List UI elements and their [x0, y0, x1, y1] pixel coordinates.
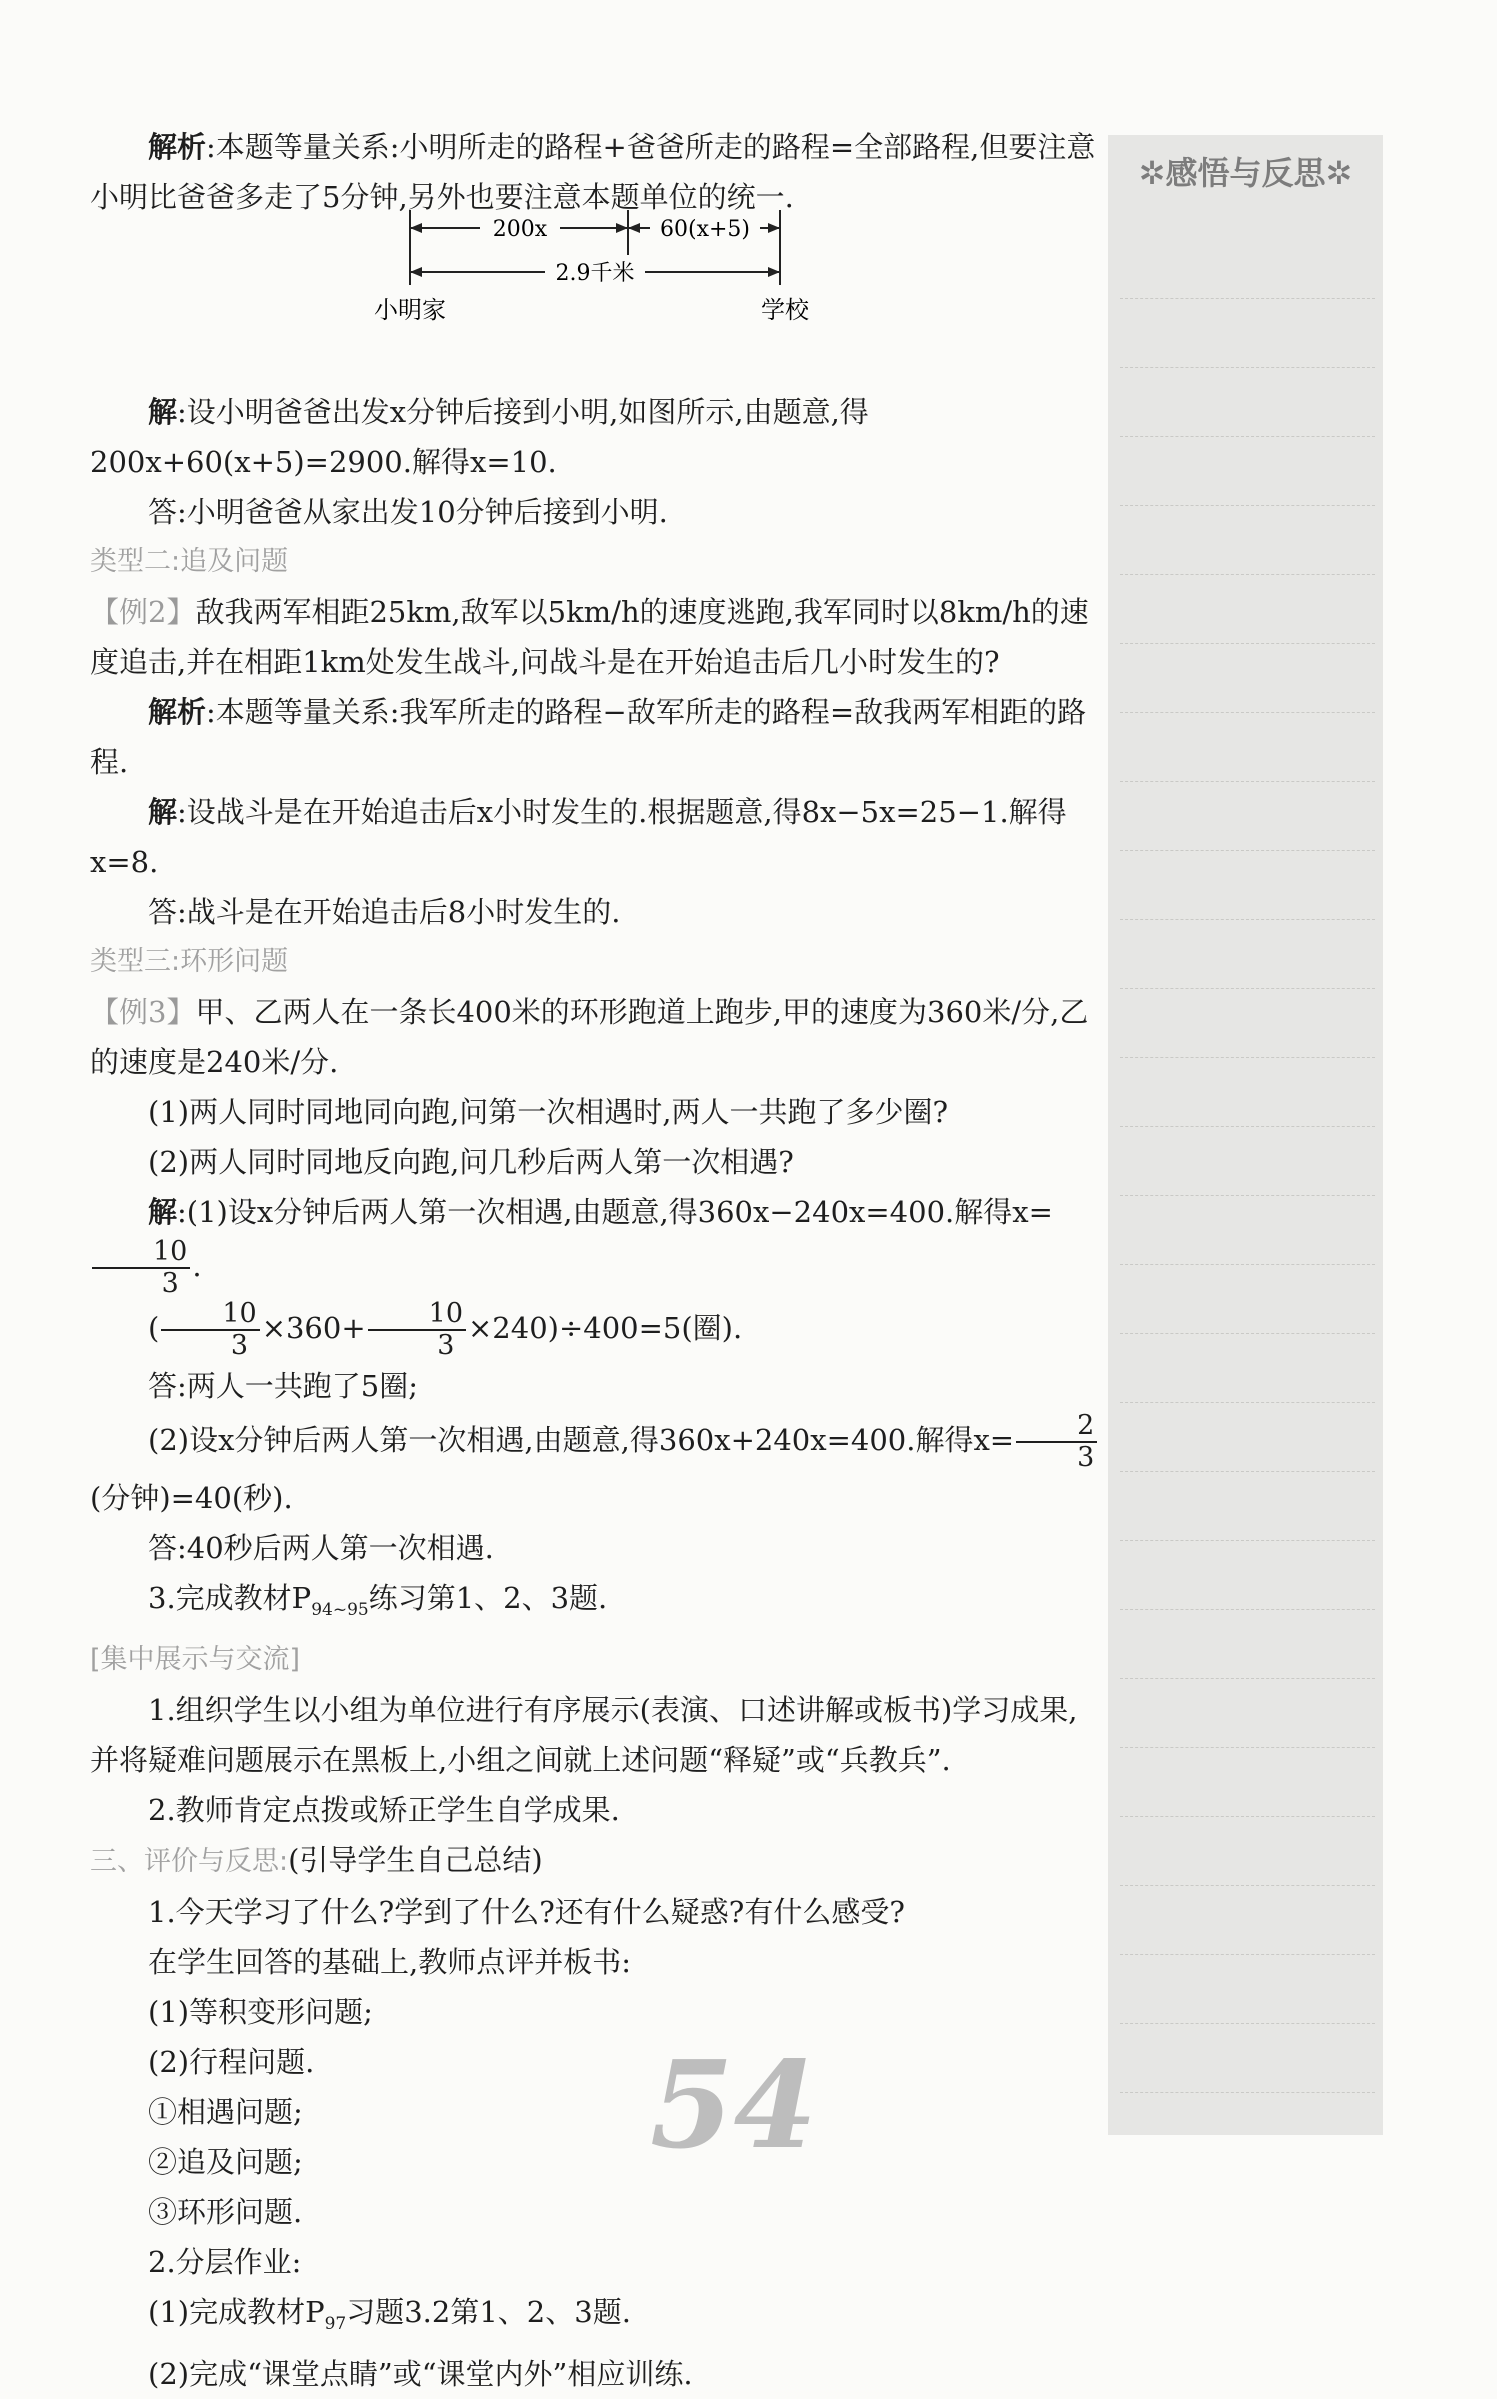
example-tag: 【例2】 — [90, 595, 196, 629]
summary-item: ②追及问题; — [148, 2144, 303, 2179]
homework-item-2: (2)完成“课堂点睛”或“课堂内外”相应训练. — [148, 2356, 693, 2391]
task-3: 3.完成教材$P_{94\sim 95}$练习第1、2、3题. — [148, 1581, 608, 1620]
eval-note: 在学生回答的基础上,教师点评并板书: — [148, 1944, 631, 1979]
question-1: (1)两人同时同地同向跑,问第一次相遇时,两人一共跑了多少圈? — [148, 1095, 949, 1129]
homework-title: 2.分层作业: — [148, 2244, 302, 2279]
solution-3-part-2: (2)设x分钟后两人第一次相遇,由题意,得360x+240x=400.解得x= $\frac{2}{3}$ (分钟)=40(秒). — [90, 1411, 1100, 1523]
sidebar-note-lines — [1120, 230, 1375, 2093]
solution-2: 解:设战斗是在开始追击后x小时发生的.根据题意,得8x−5x=25−1.解得x=8. — [90, 795, 1067, 879]
summary-item: ③环形问题. — [148, 2194, 303, 2229]
type-3-heading: 类型三:环形问题 — [90, 946, 289, 977]
answer-1: 答:小明爸爸从家出发10分钟后接到小明. — [148, 495, 668, 529]
main-content — [90, 120, 1100, 2399]
solution-3-calc: ( $\frac{10}{3}$ ×360+ $\frac{10}{3}$ ×240)÷400=5(圈). — [148, 1298, 743, 1361]
example-tag: 【例3】 — [90, 995, 196, 1029]
fraction-2-3: $\frac{2}{3}$ — [1016, 1411, 1097, 1473]
section-eval-heading: 三、评价与反思:(引导学生自己总结) — [90, 1842, 543, 1877]
eval-item-1: 1.今天学习了什么?学到了什么?还有什么疑惑?有什么感受? — [148, 1894, 905, 1929]
page-number: 54 — [650, 2035, 817, 2176]
show-item-1: 1.组织学生以小组为单位进行有序展示(表演、口述讲解或板书)学习成果,并将疑难问题展示在黑板上,小组之间就上述问题“释疑”或“兵教兵”. — [90, 1692, 1078, 1777]
segment-label-60x5: 60(x+5) — [660, 217, 750, 242]
summary-item: ①相遇问题; — [148, 2094, 303, 2129]
distance-diagram — [360, 200, 820, 330]
section-show-heading: [集中展示与交流] — [90, 1643, 301, 1675]
solution-1: 解:设小明爸爸出发x分钟后接到小明,如图所示,由题意,得200x+60(x+5)=2900.解得x=10. — [90, 395, 869, 479]
analysis-2: 解析:本题等量关系:我军所走的路程−敌军所走的路程=敌我两军相距的路程. — [90, 695, 1087, 779]
homework-item-1: (1)完成教材$P_{97}$习题3.2第1、2、3题. — [148, 2294, 631, 2334]
total-distance-label: 2.9千米 — [555, 261, 635, 286]
sidebar-title: ✲感悟与反思✲ — [1138, 154, 1353, 192]
home-label: 小明家 — [374, 296, 446, 324]
answer-3-part-1: 答:两人一共跑了5圈; — [148, 1369, 418, 1403]
question-2: (2)两人同时同地反向跑,问几秒后两人第一次相遇? — [148, 1145, 794, 1179]
show-item-2: 2.教师肯定点拨或矫正学生自学成果. — [148, 1792, 620, 1827]
example-3: 【例3】甲、乙两人在一条长400米的环形跑道上跑步,甲的速度为360米/分,乙的速度是240米/分. — [90, 995, 1089, 1079]
summary-item: (1)等积变形问题; — [148, 1994, 373, 2029]
fraction-10-3: $\frac{10}{3}$ — [161, 1299, 259, 1361]
analysis-label: 解析 — [148, 130, 207, 164]
answer-2: 答:战斗是在开始追击后8小时发生的. — [148, 895, 621, 929]
segment-label-200x: 200x — [492, 217, 548, 242]
summary-item: (2)行程问题. — [148, 2044, 315, 2079]
school-label: 学校 — [761, 296, 809, 324]
answer-3-part-2: 答:40秒后两人第一次相遇. — [148, 1531, 494, 1565]
analysis-1: 解析:本题等量关系:小明所走的路程+爸爸所走的路程=全部路程,但要注意小明比爸爸多走了5分钟,另外也要注意本题单位的统一. — [90, 130, 1096, 214]
solution-3-part-1: 解:(1)设x分钟后两人第一次相遇,由题意,得360x−240x=400.解得x= $\frac{10}{3}$ . — [90, 1187, 1100, 1299]
example-2: 【例2】敌我两军相距25km,敌军以5km/h的速度逃跑,我军同时以8km/h的速度追击,并在相距1km处发生战斗,问战斗是在开始追击后几小时发生的? — [90, 595, 1089, 679]
type-2-heading: 类型二:追及问题 — [90, 546, 289, 577]
fraction-10-3: $\frac{10}{3}$ — [368, 1299, 466, 1361]
fraction-10-3: $\frac{10}{3}$ — [92, 1237, 190, 1299]
